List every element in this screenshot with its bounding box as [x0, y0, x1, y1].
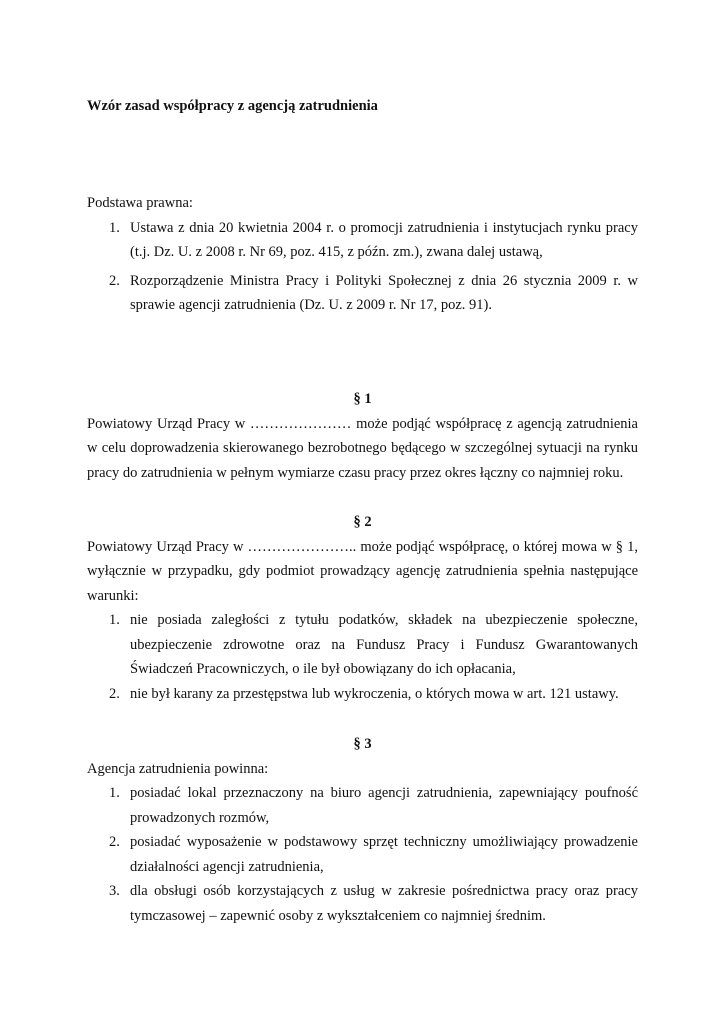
list-text: posiadać lokal przeznaczony na biuro agencji zatrudnienia, zapewniający poufność prowadzonych rozmów, — [130, 785, 638, 826]
section-1 — [87, 387, 638, 485]
list-item — [87, 781, 638, 830]
list-text: posiadać wyposażenie w podstawowy sprzęt techniczny umożliwiający prowadzenie działalności agencji zatrudnienia, — [130, 834, 638, 875]
list-number: 1. — [109, 612, 120, 628]
list-number: 2. — [109, 834, 120, 850]
legal-basis-heading: Podstawa prawna: — [87, 195, 193, 211]
list-item — [87, 216, 638, 265]
section-3 — [87, 732, 638, 928]
list-text: Ustawa z dnia 20 kwietnia 2004 r. o promocji zatrudnienia i instytucjach rynku pracy (t.j. Dz. U. z 2008 r. Nr 69, poz. 415, z późn. zm.), zwana dalej ustawą, — [130, 219, 638, 260]
list-number: 3. — [109, 883, 120, 899]
list-text: Rozporządzenie Ministra Pracy i Polityki Społecznej z dnia 26 stycznia 2009 r. w sprawie agencji zatrudnienia (Dz. U. z 2009 r. Nr 17, poz. 91). — [130, 272, 638, 313]
section-paragraph: Powiatowy Urząd Pracy w ………………… może podjąć współpracę z agencją zatrudnienia w celu doprowadzenia skierowanego bezrobotnego będącego w szczególnej sytuacji na rynku pracy do zatrudnienia w pełnym wymiarze czasu pracy przez okres łączny co najmniej roku. — [87, 415, 638, 481]
list-number: 2. — [109, 685, 120, 702]
list-item — [87, 608, 638, 682]
list-text: nie był karany za przestępstwa lub wykroczenia, o których mowa w art. 121 ustawy. — [130, 685, 619, 702]
document-title: Wzór zasad współpracy z agencją zatrudnienia — [87, 98, 378, 114]
section-list — [87, 608, 638, 706]
list-item — [87, 682, 638, 707]
legal-basis-list — [87, 216, 638, 318]
section-heading: § 3 — [353, 736, 372, 752]
list-number: 1. — [109, 219, 120, 236]
list-number: 2. — [109, 272, 120, 289]
section-list — [87, 781, 638, 928]
section-heading: § 1 — [353, 391, 372, 407]
list-item — [87, 879, 638, 928]
section-paragraph: Agencja zatrudnienia powinna: — [87, 760, 269, 777]
list-text: dla obsługi osób korzystających z usług w zakresie pośrednictwa pracy oraz pracy tymczasowej – zapewnić osoby z wykształceniem co najmniej średnim. — [130, 883, 638, 924]
section-heading: § 2 — [353, 514, 372, 530]
section-2 — [87, 510, 638, 706]
list-item — [87, 269, 638, 318]
section-paragraph: Powiatowy Urząd Pracy w ………………….. może podjąć współpracę, o której mowa w § 1, wyłącznie w przypadku, gdy podmiot prowadzący agencję zatrudnienia spełnia następujące warunki: — [87, 538, 638, 604]
legal-basis — [87, 191, 638, 318]
list-item — [87, 830, 638, 879]
list-text: nie posiada zaległości z tytułu podatków, składek na ubezpieczenie społeczne, ubezpieczenie zdrowotne oraz na Fundusz Pracy i Fundusz Gwarantowanych Świadczeń Pracowniczych, o ile był obowiązany do ich opłacania, — [130, 612, 638, 677]
list-number: 1. — [109, 785, 120, 801]
